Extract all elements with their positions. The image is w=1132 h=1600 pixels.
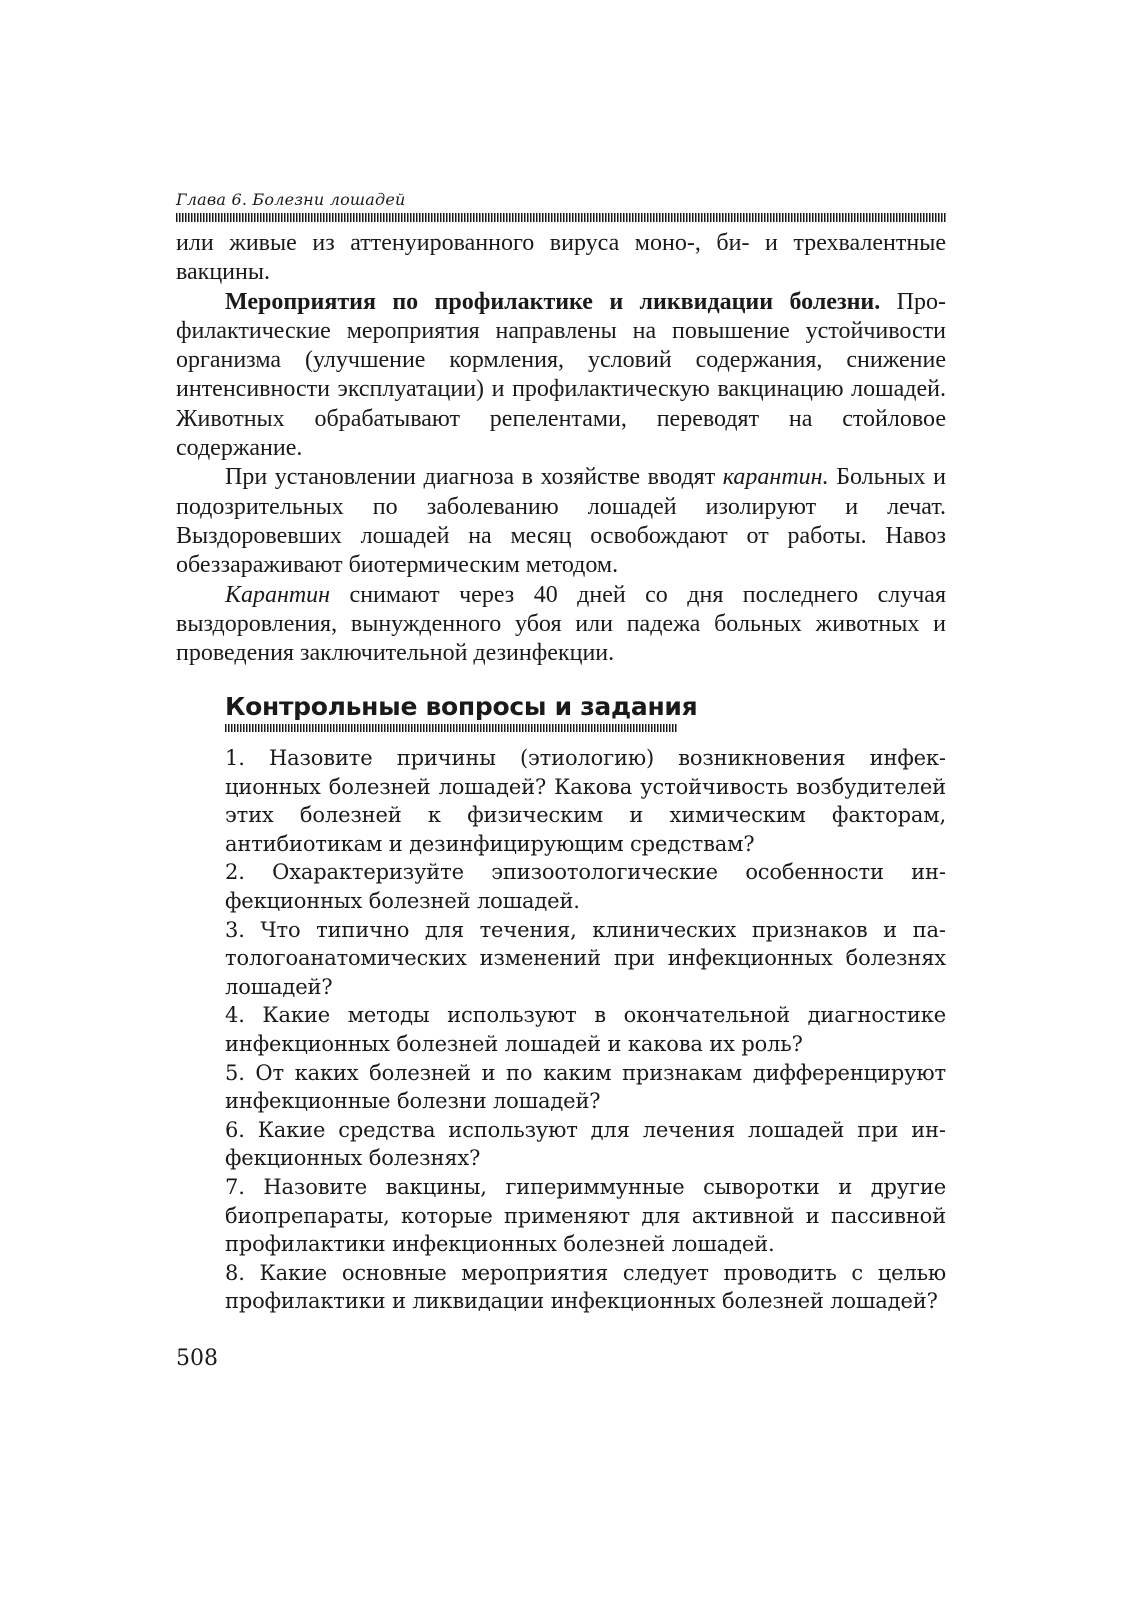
book-page xyxy=(176,0,946,1600)
page-number: 508 xyxy=(176,1346,218,1371)
paragraph-measures xyxy=(176,288,946,464)
emphasis-term: карантин. xyxy=(722,464,829,491)
emphasis-term: Карантин xyxy=(225,581,331,608)
paragraph-vaccines: или живые из аттенуированного вируса моно-, би- и трехвалентные вакцины. xyxy=(176,230,946,286)
paragraph-quarantine-lift xyxy=(176,581,946,669)
question-item: 2. Охарактеризуйте эпизоотологические особенности инфекционных болезней лошадей. xyxy=(225,860,946,913)
paragraph-quarantine xyxy=(176,463,946,580)
question-item: 3. Что типично для течения, клинических признаков и патологоанатомических изменений при инфекционных болезнях лошадей? xyxy=(225,917,946,999)
section-title-rule xyxy=(225,724,678,732)
paragraph-text: При установлении диагноза в хозяйстве вводят xyxy=(225,464,723,491)
paragraph-text: Профилактические мероприятия направлены на повышение устойчивости организма (улучшение кормления, условий содержания, снижение интенсивности эксплуатации) и профилактическую вакцинацию лошадей. Животных обрабатывают репелентами, переводят на стойловое содержание. xyxy=(176,288,946,462)
question-item: 7. Назовите вакцины, гипериммунные сыворотки и другие биопрепараты, которые применяют для активной и пассивной профилактики инфекционных болезней лошадей. xyxy=(225,1174,946,1257)
paragraph-text: снимают через 40 дней со дня последнего случая выздоровления, вынужденного убоя или падежа больных животных и проведения заключительной дезинфекции. xyxy=(176,581,946,667)
question-item: 8. Какие основные мероприятия следует проводить с целью профилактики и ликвидации инфекционных болезней лошадей? xyxy=(225,1260,946,1314)
section-title: Контрольные вопросы и задания xyxy=(225,692,698,721)
paragraph-text: Больных и подозрительных по заболеванию лошадей изолируют и лечат. Выздоровевших лошадей на месяц освобождают от работы. Навоз обеззараживают биотермическим методом. xyxy=(176,464,946,579)
question-item: 4. Какие методы используют в окончательной диагностике инфекционных болезней лошадей и какова их роль? xyxy=(225,1003,946,1056)
question-item: 5. От каких болезней и по каким признакам дифференцируют инфекционные болезни лошадей? xyxy=(225,1060,946,1114)
running-header: Глава 6. Болезни лошадей xyxy=(176,190,406,209)
question-item: 1. Назовите причины (этиологию) возникновения инфекционных болезней лошадей? Какова устойчивость возбудителей этих болезней к физическим и химическим факторам, антибиотикам и дезинфицирующим средствам? xyxy=(225,746,946,856)
questions-list xyxy=(225,744,946,1316)
body-text xyxy=(176,229,946,668)
question-item: 6. Какие средства используют для лечения лошадей при инфекционных болезнях? xyxy=(225,1117,946,1171)
paragraph-heading: Мероприятия по профилактике и ликвидации болезни. xyxy=(225,288,881,315)
header-rule xyxy=(176,213,946,222)
